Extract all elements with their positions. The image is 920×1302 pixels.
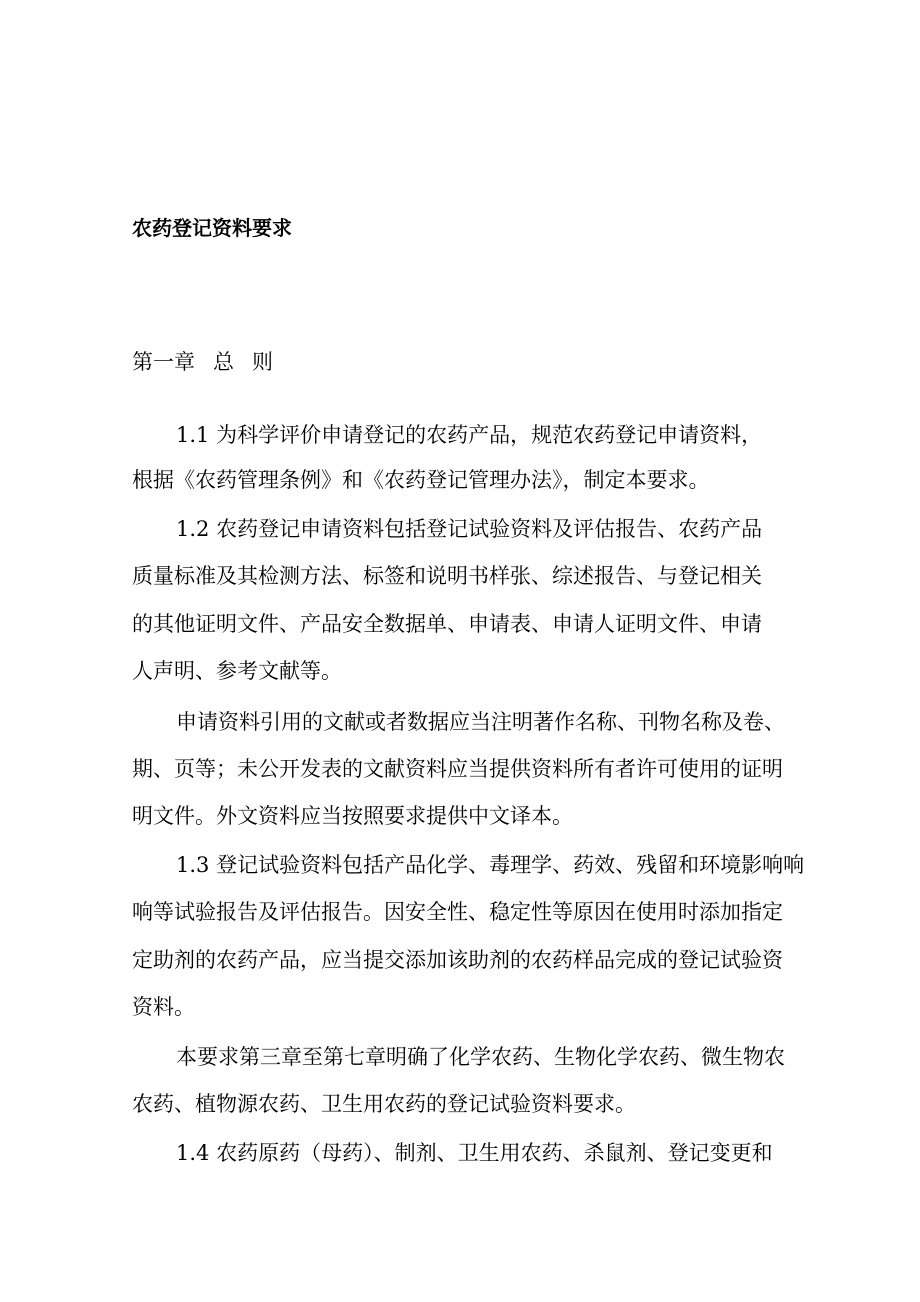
paragraph-line: 资料。 — [132, 995, 195, 1019]
paragraph-line: 1.4 农药原药（母药）、制剂、卫生用农药、杀鼠剂、登记变更和 — [176, 1141, 773, 1165]
paragraph-line: 根据《农药管理条例》和《农药登记管理办法》，制定本要求。 — [132, 468, 710, 492]
paragraph-line: 农药、植物源农药、卫生用农药的登记试验资料要求。 — [132, 1092, 636, 1116]
paragraph-line: 明文件。外文资料应当按照要求提供中文译本。 — [132, 804, 573, 828]
paragraph-line: 1.2 农药登记申请资料包括登记试验资料及评估报告、农药产品 — [176, 517, 763, 541]
paragraph-line: 本要求第三章至第七章明确了化学农药、生物化学农药、微生物农 — [176, 1045, 785, 1069]
paragraph-line: 的其他证明文件、产品安全数据单、申请表、申请人证明文件、申请 — [132, 612, 762, 636]
paragraph-line: 质量标准及其检测方法、标签和说明书样张、综述报告、与登记相关 — [132, 564, 762, 588]
paragraph-line: 1.1 为科学评价申请登记的农药产品，规范农药登记申请资料， — [176, 423, 763, 447]
paragraph-line: 人声明、参考文献等。 — [132, 659, 342, 683]
paragraph-line: 申请资料引用的文献或者数据应当注明著作名称、刊物名称及卷、 — [176, 710, 785, 734]
document-title: 农药登记资料要求 — [132, 216, 292, 240]
chapter-word-1: 总 — [213, 350, 234, 374]
paragraph-line: 响等试验报告及评估报告。因安全性、稳定性等原因在使用时添加指定 — [132, 900, 783, 924]
chapter-number: 第一章 — [132, 350, 195, 374]
paragraph-line: 期、页等；未公开发表的文献资料应当提供资料所有者许可使用的证明 — [132, 757, 783, 781]
paragraph-line: 1.3 登记试验资料包括产品化学、毒理学、药效、残留和环境影响响 — [176, 853, 805, 877]
chapter-word-2: 则 — [252, 350, 273, 374]
paragraph-line: 定助剂的农药产品，应当提交添加该助剂的农药样品完成的登记试验资 — [132, 948, 783, 972]
chapter-heading — [132, 348, 273, 376]
